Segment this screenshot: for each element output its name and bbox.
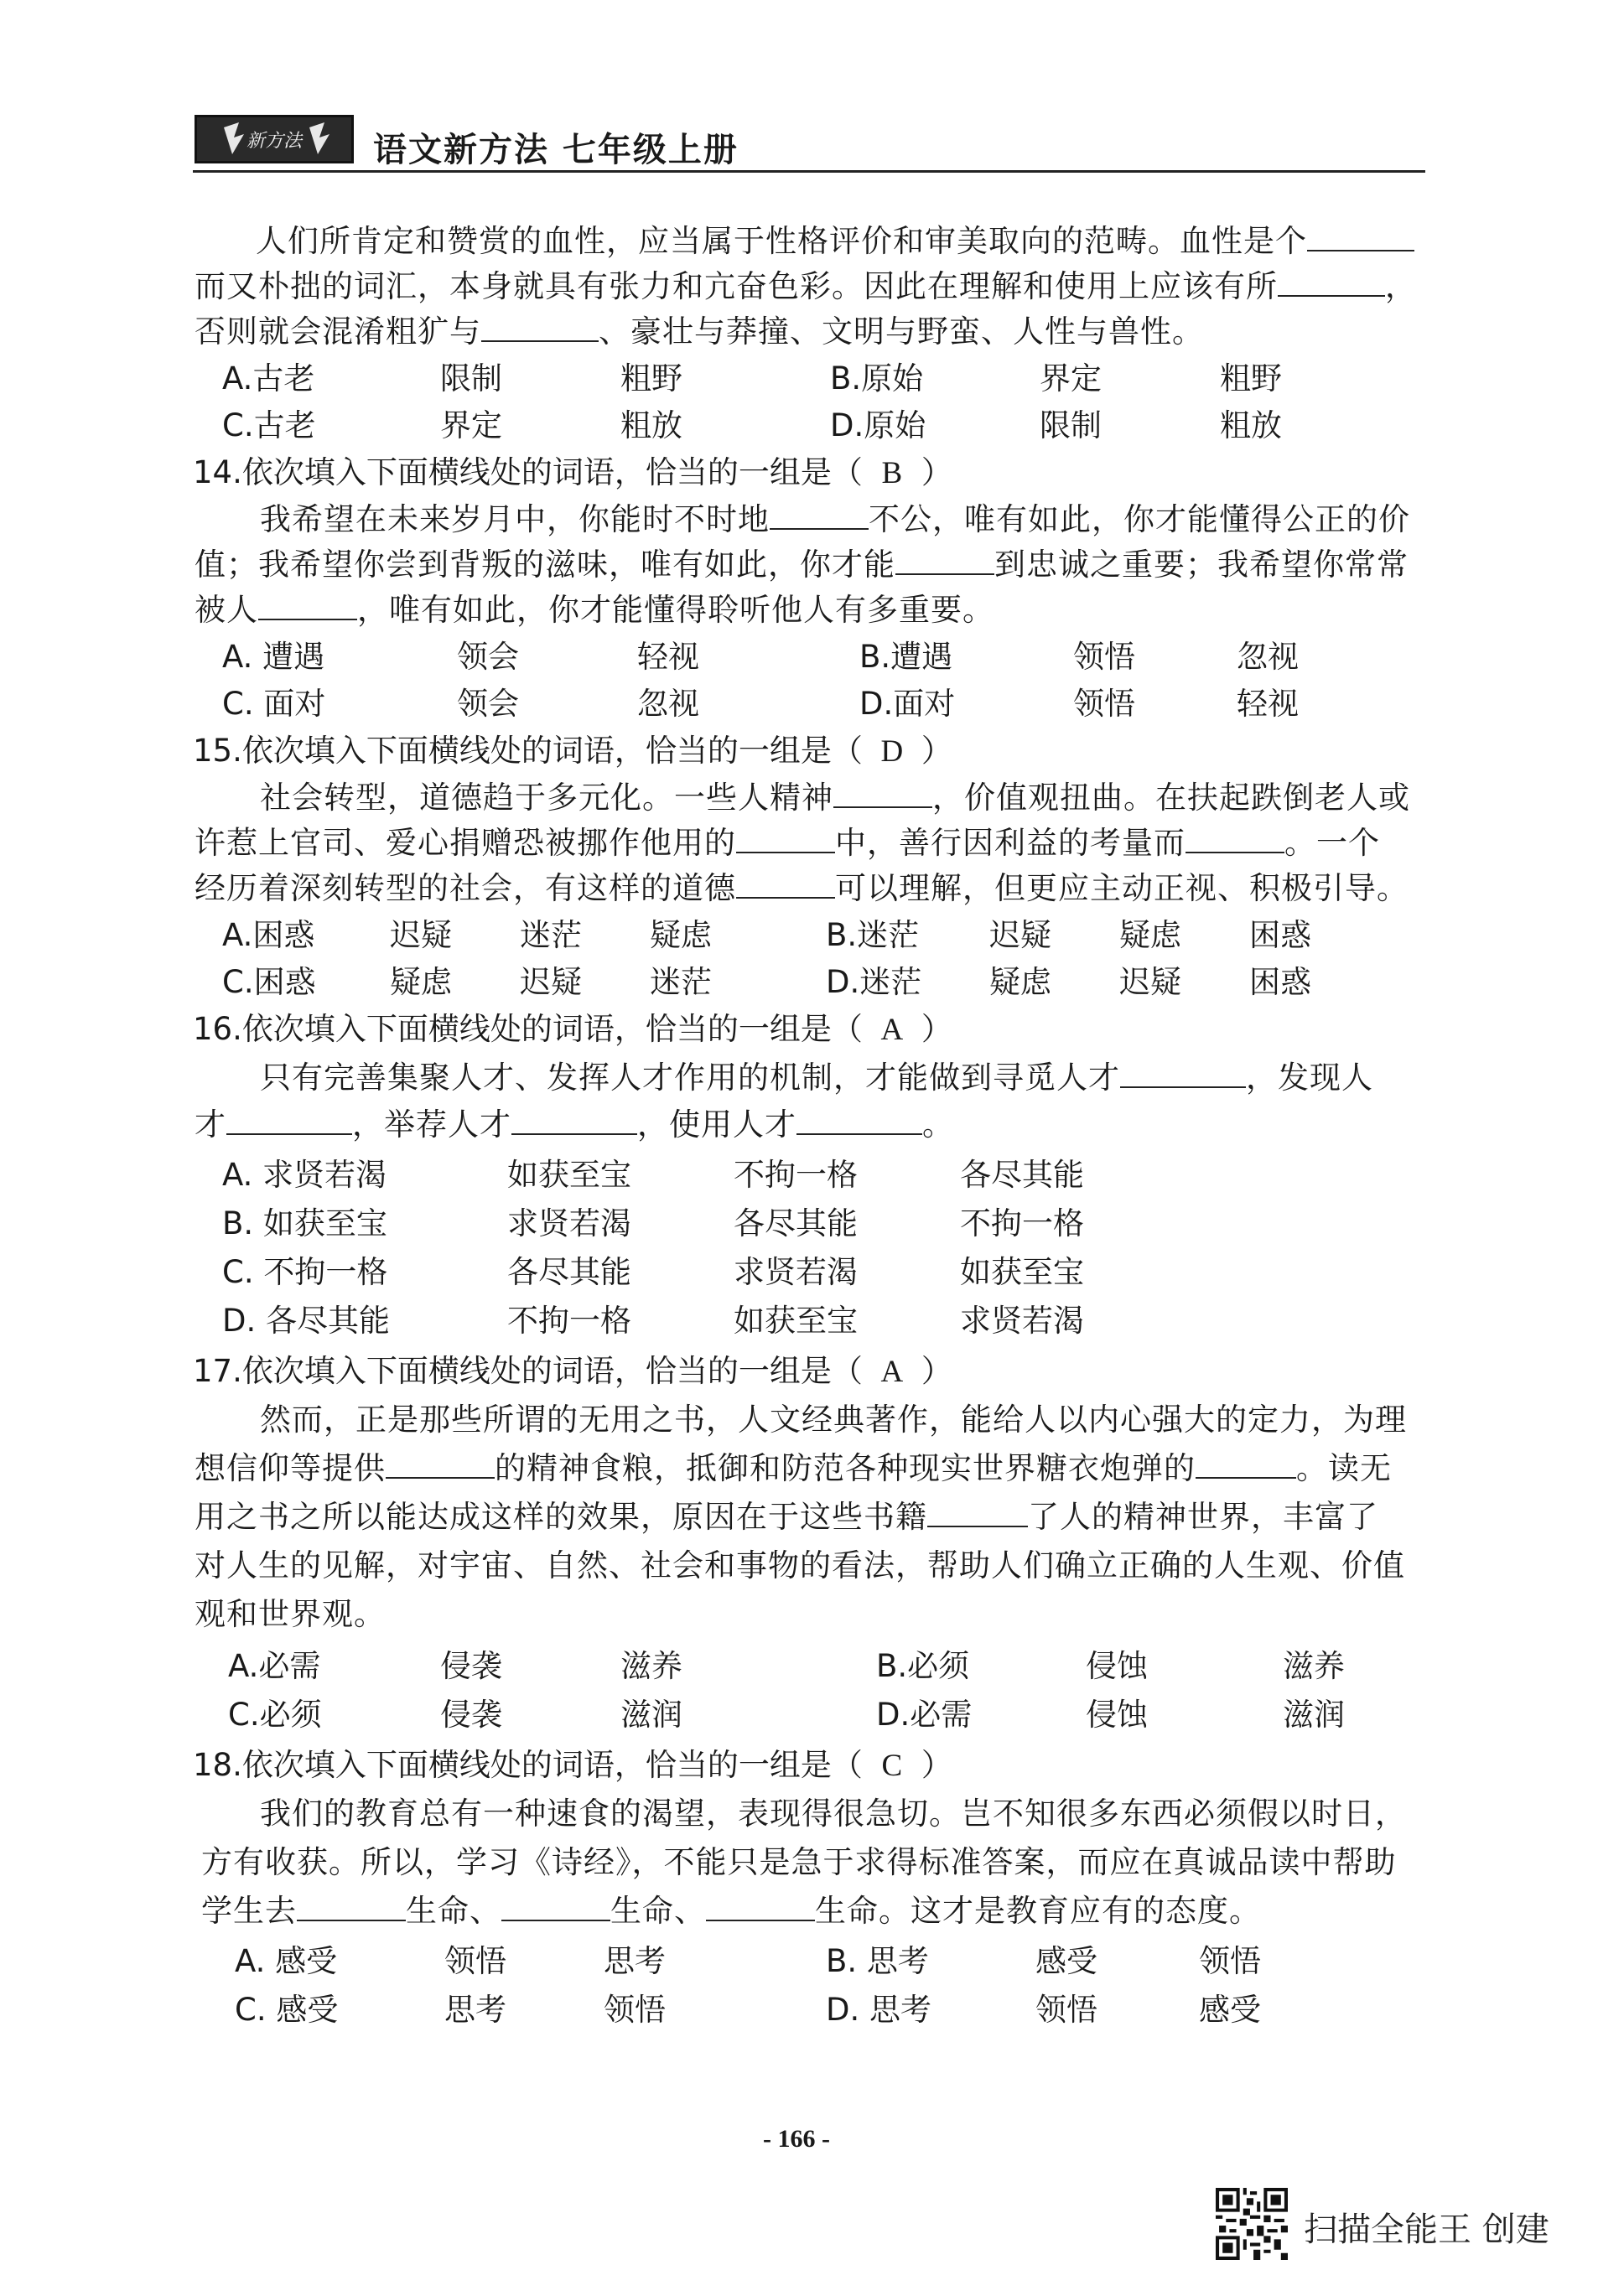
q17-option-c-word-3: 滋润 <box>620 1697 682 1733</box>
q16-passage-line-1: 只有完善集聚人才、发挥人才作用的机制，才能做到寻觅人才 ，发现人 <box>260 1060 1373 1096</box>
q13-option-a: A.古老 <box>222 360 315 396</box>
q14-passage-line-2: 值；我希望你尝到背叛的滋味，唯有如此，你才能 到忠诚之重要；我希望你常常 <box>195 547 1409 583</box>
q14-passage-line-3: 被人 ，唯有如此，你才能懂得聆听他人有多重要。 <box>195 592 994 628</box>
q17-option-b-word-2: 侵蚀 <box>1086 1648 1148 1684</box>
header-divider <box>193 170 1425 173</box>
q14-option-c: C. 面对 <box>222 686 326 722</box>
q15-option-c: C.困惑 <box>222 964 316 1000</box>
q17-option-a-word-3: 滋养 <box>620 1648 682 1684</box>
q18-option-a-word-2: 领悟 <box>444 1943 506 1979</box>
q16-answer: A <box>880 1013 904 1047</box>
q16-option-b-word-4: 不拘一格 <box>960 1205 1084 1241</box>
q18-passage-line-3: 学生去 生命、 生命、 生命。这才是教育应有的态度。 <box>201 1893 1261 1929</box>
qr-code-icon <box>1216 2188 1288 2260</box>
q18-option-a-word-3: 思考 <box>604 1943 666 1979</box>
q17-stem: 17.依次填入下面横线处的词语，恰当的一组是（ A ） <box>193 1353 952 1389</box>
q14-option-c-word-2: 领会 <box>457 686 519 722</box>
q17-option-c-word-2: 侵袭 <box>440 1697 502 1733</box>
q15-passage-line-2: 许惹上官司、爱心捐赠恐被挪作他用的 中，善行因利益的考量而 。一个 <box>195 825 1380 861</box>
q17-passage-line-4: 对人生的见解，对宇宙、自然、社会和事物的看法，帮助人们确立正确的人生观、价值 <box>195 1547 1405 1583</box>
q16-option-d-word-2: 不拘一格 <box>507 1303 631 1339</box>
q13-option-d-word-2: 限制 <box>1040 407 1102 443</box>
q18-option-c-word-2: 思考 <box>444 1992 506 2028</box>
q16-option-b-word-3: 各尽其能 <box>734 1205 858 1241</box>
q15-option-a: A.困惑 <box>222 917 315 953</box>
q14-option-c-word-3: 忽视 <box>637 686 699 722</box>
q15-option-a-word-2: 迟疑 <box>390 917 452 953</box>
q18-option-b-word-2: 感受 <box>1035 1943 1097 1979</box>
q16-option-d-word-4: 求贤若渴 <box>960 1303 1084 1339</box>
q17-passage-line-1: 然而，正是那些所谓的无用之书，人文经典著作，能给人以内心强大的定力，为理 <box>260 1402 1407 1438</box>
q17-option-a: A.必需 <box>228 1648 321 1684</box>
q15-option-b-word-3: 疑虑 <box>1119 917 1181 953</box>
q17-option-d-word-3: 滋润 <box>1283 1697 1345 1733</box>
q16-option-d: D. 各尽其能 <box>222 1303 391 1339</box>
q14-option-b: B.遭遇 <box>859 639 953 675</box>
q16-option-b: B. 如获至宝 <box>222 1205 387 1241</box>
q15-option-d: D.迷茫 <box>826 964 922 1000</box>
q17-option-d-word-2: 侵蚀 <box>1086 1697 1148 1733</box>
q16-passage-line-2: 才 ，举荐人才 ，使用人才 。 <box>195 1107 954 1143</box>
q13-option-b-word-2: 界定 <box>1040 360 1102 396</box>
q18-option-d-word-3: 感受 <box>1199 1992 1261 2028</box>
q18-passage-line-1: 我们的教育总有一种速食的渴望，表现得很急切。岂不知很多东西必须假以时日， <box>260 1796 1407 1832</box>
q13-option-c: C.古老 <box>222 407 316 443</box>
q13-option-d-word-3: 粗放 <box>1220 407 1282 443</box>
q18-option-b: B. 思考 <box>826 1943 929 1979</box>
q14-stem: 14.依次填入下面横线处的词语，恰当的一组是（ B ） <box>193 454 952 490</box>
svg-text:新方法: 新方法 <box>246 131 303 152</box>
q15-option-c-word-2: 疑虑 <box>390 964 452 1000</box>
q13-option-c-word-2: 界定 <box>440 407 502 443</box>
q15-option-d-word-4: 困惑 <box>1249 964 1311 1000</box>
page-number: - 166 - <box>763 2125 830 2153</box>
q15-option-a-word-3: 迷茫 <box>520 917 582 953</box>
q17-passage-line-2: 想信仰等提供 的精神食粮，抵御和防范各种现实世界糖衣炮弹的 。读无 <box>195 1450 1392 1486</box>
q15-passage-line-3: 经历着深刻转型的社会，有这样的道德 可以理解，但更应主动正视、积极引导。 <box>195 870 1409 906</box>
q15-option-d-word-2: 疑虑 <box>989 964 1051 1000</box>
q15-option-c-word-3: 迟疑 <box>520 964 582 1000</box>
q16-option-a-word-3: 不拘一格 <box>734 1157 858 1193</box>
q17-option-b-word-3: 滋养 <box>1283 1648 1345 1684</box>
q18-answer: C <box>881 1749 903 1783</box>
q13-option-c-word-3: 粗放 <box>620 407 682 443</box>
q17-option-b: B.必须 <box>876 1648 970 1684</box>
q14-option-d-word-3: 轻视 <box>1237 686 1299 722</box>
q13-option-b-word-3: 粗野 <box>1220 360 1282 396</box>
q14-option-d-word-2: 领悟 <box>1073 686 1135 722</box>
q14-option-b-word-3: 忽视 <box>1237 639 1299 675</box>
q14-answer: B <box>881 456 903 490</box>
q15-stem: 15.依次填入下面横线处的词语，恰当的一组是（ D ） <box>193 733 952 769</box>
q17-passage-line-5: 观和世界观。 <box>195 1596 386 1632</box>
q15-option-b-word-4: 困惑 <box>1249 917 1311 953</box>
q14-option-a-word-2: 领会 <box>457 639 519 675</box>
q16-option-d-word-3: 如获至宝 <box>734 1303 858 1339</box>
q18-option-c-word-3: 领悟 <box>604 1992 666 2028</box>
q18-option-a: A. 感受 <box>235 1943 338 1979</box>
q16-option-a-word-4: 各尽其能 <box>960 1157 1084 1193</box>
q14-option-a-word-3: 轻视 <box>637 639 699 675</box>
q15-option-d-word-3: 迟疑 <box>1119 964 1181 1000</box>
q15-passage-line-1: 社会转型，道德趋于多元化。一些人精神 ，价值观扭曲。在扶起跌倒老人或 <box>260 780 1410 816</box>
q17-option-c: C.必须 <box>228 1697 322 1733</box>
q15-option-a-word-4: 疑虑 <box>650 917 712 953</box>
q18-option-d: D. 思考 <box>826 1992 932 2028</box>
q14-passage-line-1: 我希望在未来岁月中，你能时不时地 不公，唯有如此，你才能懂得公正的价 <box>260 501 1410 537</box>
q18-passage-line-2: 方有收获。所以，学习《诗经》，不能只是急于求得标准答案，而应在真诚品读中帮助 <box>201 1844 1397 1880</box>
scanner-watermark <box>1216 2188 1568 2263</box>
q14-option-a: A. 遭遇 <box>222 639 325 675</box>
watermark-text: 扫描全能王 创建 <box>1304 2210 1549 2249</box>
q13-passage-line-3: 否则就会混淆粗犷与 、豪壮与莽撞、文明与野蛮、人性与兽性。 <box>195 314 1204 350</box>
q14-option-d: D.面对 <box>859 686 956 722</box>
q18-option-b-word-3: 领悟 <box>1199 1943 1261 1979</box>
q16-option-a: A. 求贤若渴 <box>222 1157 387 1193</box>
q16-option-c: C. 不拘一格 <box>222 1254 388 1290</box>
q18-option-c: C. 感受 <box>235 1992 339 2028</box>
q16-option-c-word-2: 各尽其能 <box>507 1254 631 1290</box>
q13-passage-line-1: 人们所肯定和赞赏的血性，应当属于性格评价和审美取向的范畴。血性是个 <box>256 223 1414 260</box>
book-logo <box>195 115 354 163</box>
q16-option-c-word-3: 求贤若渴 <box>734 1254 858 1290</box>
header-title: 语文新方法 七年级上册 <box>373 131 739 169</box>
q13-passage-line-2: 而又朴拙的词汇，本身就具有张力和亢奋色彩。因此在理解和使用上应该有所 ， <box>195 268 1417 304</box>
q17-passage-line-3: 用之书之所以能达成这样的效果，原因在于这些书籍 了人的精神世界，丰富了 <box>195 1499 1378 1535</box>
q15-option-c-word-4: 迷茫 <box>650 964 712 1000</box>
q13-option-a-word-3: 粗野 <box>620 360 682 396</box>
q16-option-b-word-2: 求贤若渴 <box>507 1205 631 1241</box>
q17-option-a-word-2: 侵袭 <box>440 1648 502 1684</box>
q16-option-c-word-4: 如获至宝 <box>960 1254 1084 1290</box>
q17-option-d: D.必需 <box>876 1697 973 1733</box>
q15-answer: D <box>880 734 904 769</box>
q15-option-b-word-2: 迟疑 <box>989 917 1051 953</box>
q15-option-b: B.迷茫 <box>826 917 920 953</box>
q16-option-a-word-2: 如获至宝 <box>507 1157 631 1193</box>
q13-option-b: B.原始 <box>830 360 924 396</box>
q16-stem: 16.依次填入下面横线处的词语，恰当的一组是（ A ） <box>193 1011 952 1047</box>
q18-option-d-word-2: 领悟 <box>1035 1992 1097 2028</box>
q13-option-a-word-2: 限制 <box>440 360 502 396</box>
q17-answer: A <box>880 1355 904 1389</box>
page-header <box>193 105 1425 172</box>
q14-option-b-word-2: 领悟 <box>1073 639 1135 675</box>
q13-option-d: D.原始 <box>830 407 926 443</box>
q18-stem: 18.依次填入下面横线处的词语，恰当的一组是（ C ） <box>193 1747 952 1783</box>
book-logo-icon <box>215 121 333 158</box>
